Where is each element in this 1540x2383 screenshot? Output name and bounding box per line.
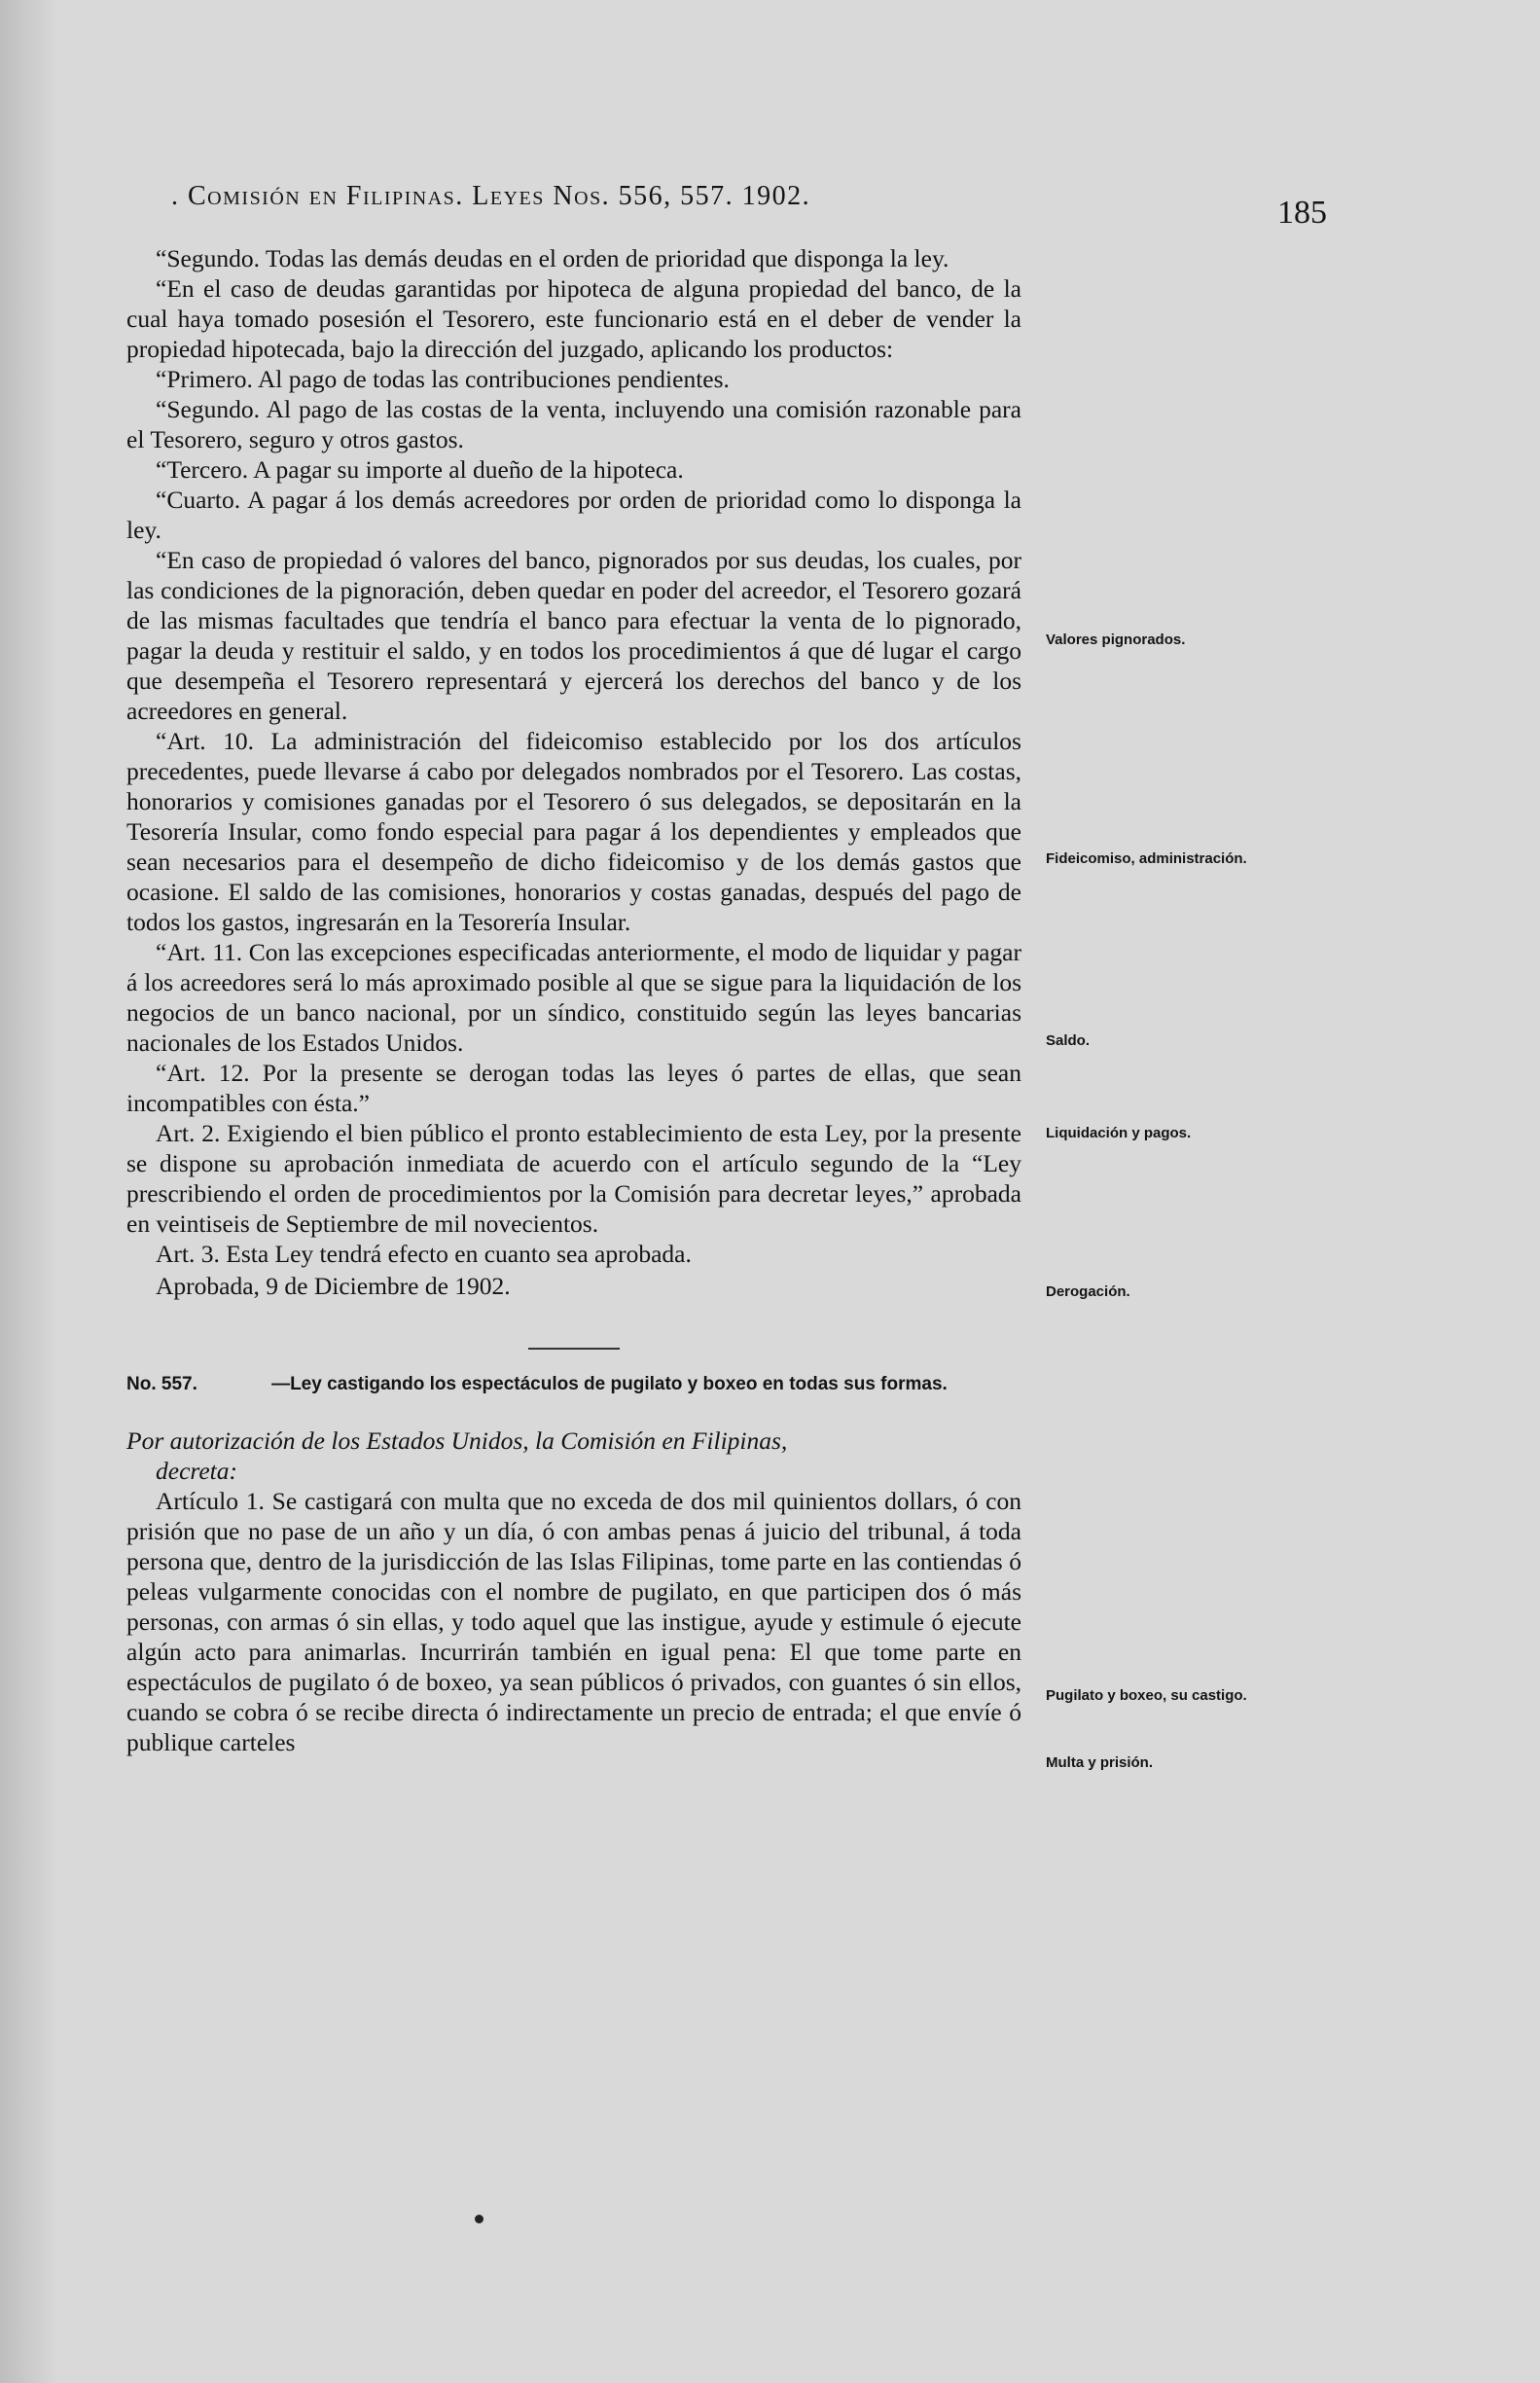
paragraph: Art. 3. Esta Ley tendrá efecto en cuanto sea aprobada. (156, 1240, 692, 1268)
paragraph: “En el caso de deudas garantidas por hipoteca de alguna propiedad del banco, de la cual haya tomado posesión el Tesorero, este funcionario está en el deber de vender la propiedad hipotecada, bajo la dirección del juzgado, aplicando los productos: (126, 274, 1021, 363)
law-number: No. 557. (126, 1374, 197, 1394)
law-title (126, 1373, 1021, 1396)
approval-date: Aprobada, 9 de Diciembre de 1902. (156, 1272, 511, 1300)
margin-note-pugilato: Pugilato y boxeo, su castigo. (1046, 1687, 1247, 1704)
paragraph: “Art. 10. La administración del fideicomiso establecido por los dos artículos precedentes, puede llevarse á cabo por delegados nombrados por el Tesorero. Las costas, honorarios y comisiones ganadas por el Tesorero ó sus delegados, se depositarán en la Tesorería Insular, como fondo especial para pagar á los dependientes y empleados que sean necesarios para el desempeño de dicho fideicomiso y de los demás gastos que ocasione. El saldo de las comisiones, honorarios y costas ganadas, después del pago de todos los gastos, ingresarán en la Tesorería Insular. (126, 727, 1021, 936)
margin-note-liquidacion: Liquidación y pagos. (1046, 1125, 1192, 1141)
paragraph: “Art. 12. Por la presente se derogan todas las leyes ó partes de ellas, que sean incompatibles con ésta.” (126, 1059, 1021, 1117)
print-speck (475, 2215, 483, 2223)
enacting-clause-text: Por autorización de los Estados Unidos, la Comisión en Filipinas, (126, 1426, 788, 1455)
margin-note-fideicomiso: Fideicomiso, administración. (1046, 850, 1247, 867)
page-number: 185 (1277, 195, 1327, 231)
paragraph: “Cuarto. A pagar á los demás acreedores por orden de prioridad como lo disponga la ley. (126, 486, 1021, 544)
enacting-clause (126, 1426, 1021, 1486)
decreta-text: decreta: (156, 1457, 238, 1485)
paragraph: “Tercero. A pagar su importe al dueño de la hipoteca. (156, 455, 684, 484)
law-title-text: —Ley castigando los espectáculos de pugilato y boxeo en todas sus formas. (271, 1374, 948, 1394)
margin-note-valores: Valores pignorados. (1046, 632, 1186, 648)
body-text (126, 243, 1021, 1757)
margin-note-multa: Multa y prisión. (1046, 1754, 1154, 1771)
paragraph: “Primero. Al pago de todas las contribuciones pendientes. (156, 365, 730, 393)
section-divider (528, 1348, 620, 1350)
paragraph: “Art. 11. Con las excepciones especificadas anteriormente, el modo de liquidar y pagar á los acreedores será lo más aproximado posible al que se sigue para la liquidación de los negocios de un banco nacional, por un síndico, constituido según las leyes bancarias nacionales de los Estados Unidos. (126, 938, 1021, 1057)
paragraph: “En caso de propiedad ó valores del banco, pignorados por sus deudas, los cuales, por las condiciones de la pignoración, deben quedar en poder del acreedor, el Tesorero gozará de las mismas facultades que tendría el banco para efectuar la venta de lo pignorado, pagar la deuda y restituir el saldo, y en todos los procedimientos á que dé lugar el cargo que desempeña el Tesorero representará y ejercerá los derechos del banco y de los acreedores en general. (126, 546, 1021, 725)
paragraph: Art. 2. Exigiendo el bien público el pronto establecimiento de esta Ley, por la presente se dispone su aprobación inmediata de acuerdo con el artículo segundo de la “Ley prescribiendo el orden de procedimientos por la Comisión para decretar leyes,” aprobada en veintiseis de Septiembre de mil novecientos. (126, 1119, 1021, 1238)
scan-shadow (0, 0, 58, 2383)
running-header: . Comisión en Filipinas. Leyes Nos. 556, 557. 1902. (171, 181, 811, 211)
paragraph: “Segundo. Todas las demás deudas en el orden de prioridad que disponga la ley. (156, 244, 949, 272)
margin-note-derogacion: Derogación. (1046, 1283, 1130, 1300)
article-1: Artículo 1. Se castigará con multa que no exceda de dos mil quinientos dollars, ó con prisión que no pase de un año y un día, ó con ambas penas á juicio del tribunal, á toda persona que, dentro de la jurisdicción de las Islas Filipinas, tome parte en las contiendas ó peleas vulgarmente conocidas con el nombre de pugilato, en que participen dos ó más personas, con armas ó sin ellas, y todo aquel que las instigue, ayude y estimule ó ejecute algún acto para animarlas. Incurrirán también en igual pena: El que tome parte en espectáculos de pugilato ó de boxeo, ya sean públicos ó privados, con guantes ó sin ellos, cuando se cobra ó se recibe directa ó indirectamente un precio de entrada; el que envíe ó publique carteles (126, 1487, 1021, 1756)
paragraph: “Segundo. Al pago de las costas de la venta, incluyendo una comisión razonable para el Tesorero, seguro y otros gastos. (126, 395, 1021, 453)
margin-note-saldo: Saldo. (1046, 1032, 1091, 1049)
